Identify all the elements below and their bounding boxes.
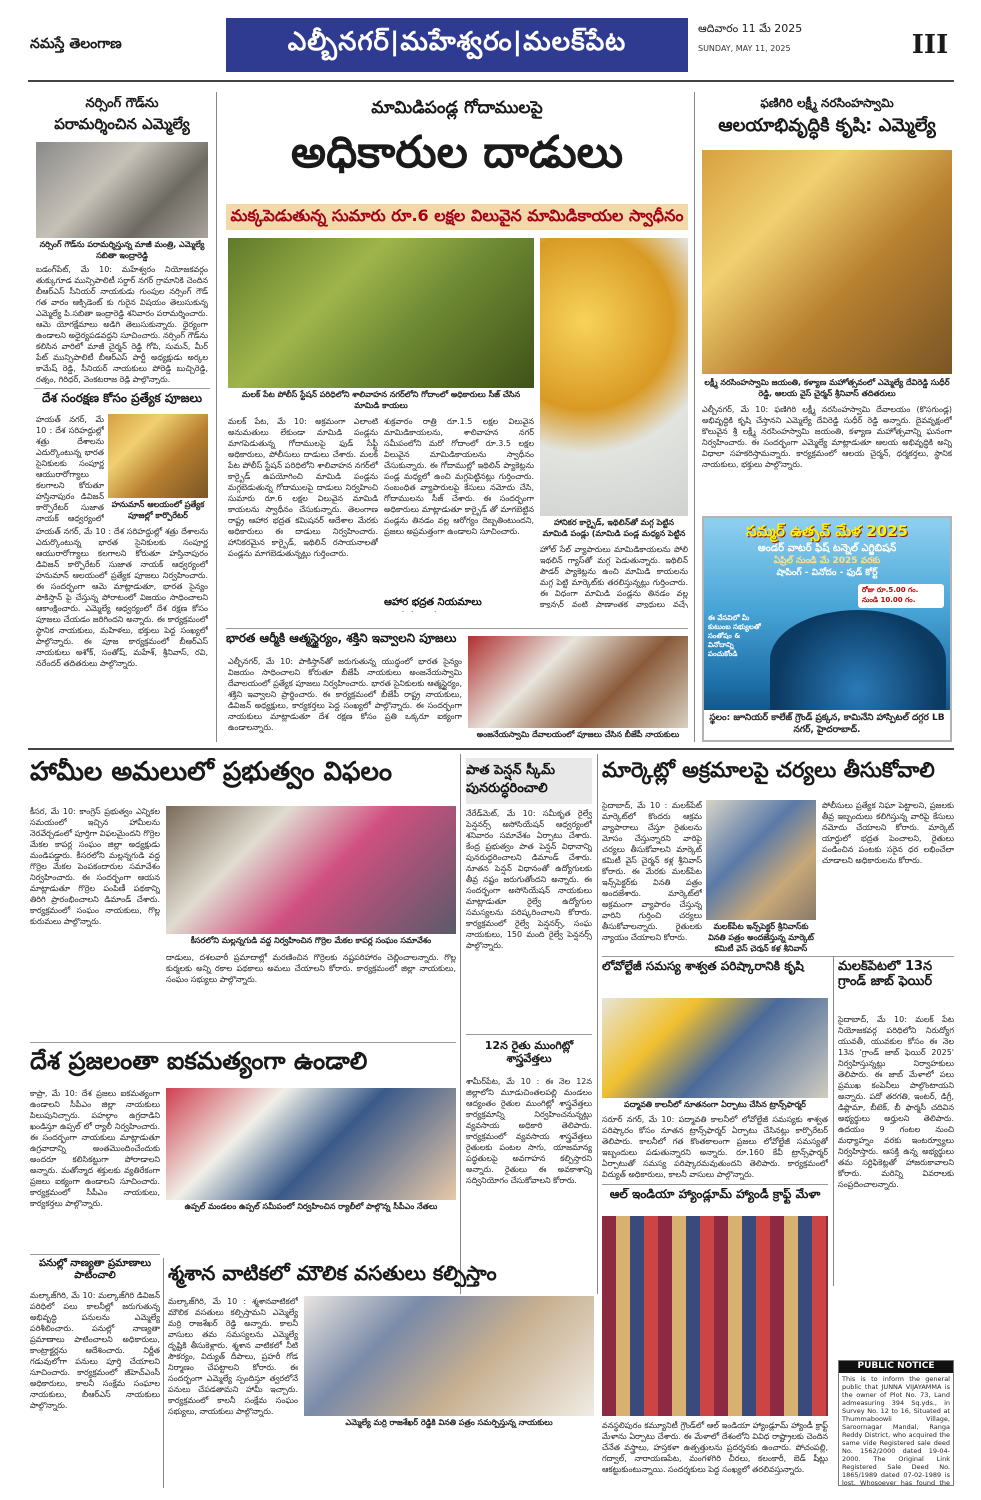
- story-crematorium-body: మల్కాజ్‌గిరి, మే 10 : శ్మశానవాటికలో మౌలిక వసతులు కల్పిస్తామని ఎమ్మెల్యే మర్రి రాజశేఖర్ రెడ్డి అన్నారు. కాలనీ వాసులు తమ సమస్యలను ఎమ్మెల్యే దృష్టికి తీసుకెళ్లారు. శ్మశాన వాటికలో నీటి సౌకర్యం, విద్యుత్ దీపాలు, ప్రహరీ గోడ నిర్మాణం చేపట్టాలని కోరారు. ఈ సందర్భంగా ఎమ్మెల్యే స్పందిస్తూ త్వరలోనే పనులు చేపడతామని హామీ ఇచ్చారు. కార్యక్రమంలో కాలనీ సంక్షేమ సంఘం సభ్యులు, నాయకులు పాల్గొన్నారు.: [168, 1297, 298, 1416]
- header-rule: [28, 80, 954, 82]
- section-rule: [28, 748, 954, 750]
- story-jobs-body: సైదాబాద్, మే 10: మలక్ పేట నియోజకవర్గ పరిధిలోని నిరుద్యోగ యువతీ, యువకుల కోసం ఈ నెల 13న 'గ్రాండ్ జాబ్ ఫెయిర్ 2025' నిర్వహిస్తున్నట్లు నిర్వాహకులు తెలిపారు. ఈ జాబ్ మేళాలో పలు ప్రముఖ కంపెనీలు పాల్గొంటాయని అన్నారు. పదో తరగతి, ఇంటర్, డిగ్రీ, డిప్లొమా, బీటెక్, బీ ఫార్మసీ చదివిన అభ్యర్థులు అర్హులని తెలిపారు. ఉదయం 9 గంటల నుంచి మధ్యాహ్నం వరకు ఇంటర్వ్యూలు నిర్వహిస్తారు. ఆసక్తి ఉన్న అభ్యర్థులు తమ సర్టిఫికెట్లతో హాజరుకావాలని కోరారు. మరిన్ని వివరాలకు సంప్రదించాలన్నారు.: [838, 1015, 954, 1189]
- story-main-headline: అధికారుల దాడులు: [290, 128, 624, 178]
- story-failed-headline: హామీల అమలులో ప్రభుత్వం విఫలం: [30, 758, 393, 787]
- story-voltage-photo: [602, 998, 828, 1098]
- story-pension-headline: పాత పెన్షన్ స్కీమ్ పునరుద్ధరించాలి: [466, 758, 592, 804]
- divider: [602, 1184, 828, 1185]
- story-temple-kicker: ఫణిగిరి లక్ష్మీ నరసింహస్వామి: [760, 96, 894, 110]
- story-standards-body: మల్కాజ్‌గిరి, మే 10: మల్కాజ్‌గిరి డివిజన్ పరిధిలో పలు కాలనీల్లో జరుగుతున్న అభివృద్ధి పనులను ఎమ్మెల్యే పరిశీలించారు. పనుల్లో నాణ్యతా ప్రమాణాలు పాటించాలని అధికారులు, కాంట్రాక్టర్లను ఆదేశించారు. నిర్ణీత గడువులోగా పనులు పూర్తి చేయాలని సూచించారు. కార్యక్రమంలో జీహెచ్ఎంసీ అధికారులు, కాలనీ సంక్షేమ సంఘాల నాయకులు, బీఆర్ఎస్ నాయకులు పాల్గొన్నారు.: [30, 1291, 160, 1410]
- story-temple-body: ఎల్బీనగర్, మే 10: ఫణిగిరి లక్ష్మీ నరసింహస్వామి దేవాలయం (కొసగుండ్ల) అభివృద్ధికి కృషి చేస్తానని ఎమ్మెల్యే దేవిరెడ్డి సుధీర్ రెడ్డి అన్నారు. దైవవృక్షంలో కొలువైన శ్రీ లక్ష్మీ నరసింహస్వామి జయంతి, కళ్యాణ మహోత్సవాన్ని ఘనంగా నిర్వహించారు. ఈ సందర్భంగా ఎమ్మెల్యే మాట్లాడుతూ ఆలయ అభివృద్ధికి అన్ని విధాలా సహకరిస్తామన్నారు. కార్యక్రమంలో ఆలయ చైర్మన్, ధర్మకర్తలు, స్థానిక నాయకులు, భక్తులు పాల్గొన్నారు.: [702, 405, 952, 469]
- story-pension-body: నేరేడ్‌మెట్, మే 10: సమీకృత రైల్వే పెన్షనర్స్ అసోసియేషన్ ఆధ్వర్యంలో శనివారం సమావేశం ఏర్పాటు చేశారు. కేంద్ర ప్రభుత్వం పాత పెన్షన్ విధానాన్ని పునరుద్ధరించాలని డిమాండ్ చేశారు. నూతన పెన్షన్ విధానంతో ఉద్యోగులకు తీవ్ర నష్టం జరుగుతోందని అన్నారు. ఈ సందర్భంగా అసోసియేషన్ నాయకులు మాట్లాడుతూ రైల్వే ఉద్యోగుల సమస్యలను పరిష్కరించాలని కోరారు. కార్యక్రమంలో రైల్వే పెన్షనర్స్, సంఘ నాయకులు, 150 మంది రైల్వే పెన్షనర్స్ పాల్గొన్నారు.: [466, 809, 592, 950]
- story-left2-headline: దేశ సంరక్షణ కోసం ప్రత్యేక పూజలు: [41, 392, 203, 405]
- story-main-body1: మలక్ పేట, మే 10: అక్రమంగా ఎలాంటి అనుమతులు లేకుండా మామిడి పండ్లను మాగపెడుతున్న గోదాములపై ఫుడ్ సేఫ్టీ అధికారులు, పోలీసులు దాడులు చేశారు. మలక్ పేట పోలీస్ స్టేషన్ పరిధిలోని శాలివాహన నగర్‌లో కార్బైడ్ ఉపయోగించి మామిడి పండ్లను మగ్గబెడుతున్న గోదాములపై దాడులు నిర్వహించి సుమారు రూ.6 లక్షల విలువైన మామిడి కాయలను స్వాధీనం చేసుకున్నారు. తెలంగాణ రాష్ట్ర ఆహార భద్రత కమిషనర్ ఆదేశాల మేరకు అధికారులు ఈ దాడులు నిర్వహించారు. హానికరమైన కార్బైడ్, ఇథిలిన్ రసాయనాలతో పండ్లను మాగబెడుతున్నట్లు గుర్తించారు.: [228, 417, 378, 558]
- story-main-body3: హోల్ సేల్ వ్యాపారులు మామిడికాయలను పోలి ఇథలిన్ గ్యాస్‌తో మగ్గ పెడుతున్నారు. ఇథిలిన్ పౌడర్ ప్యాకెట్లను ఉంచి మామిడి కాయలను మగ్గ పెట్టి మార్కెట్‌కు తరలిస్తున్నట్లు గుర్తించారు. ఈ విధంగా మామిడి పండ్లను తినడం వల్ల క్యాన్సర్ వంటి ప్రాణాంతక వ్యాధులు వచ్చే: [540, 545, 688, 608]
- story-market-caption: మలక్‌పేట ఇన్స్‌పెక్టర్ శ్రీనివాస్‌కు వినతి పత్రం అందజేస్తున్న మార్కెట్ కమిటీ వైస్ చైర్మన్ కళ్ల శ్రీనివాస్: [708, 922, 814, 952]
- story-temple-caption: లక్ష్మీ నరసింహస్వామి జయంతి, కళ్యాణ మహోత్సవంలో ఎమ్మెల్యే దేవిరెడ్డి సుధీర్ రెడ్డి, ఆలయ వైస్ చైర్మన్ శ్రీనివాస్ తదితరులు: [704, 378, 950, 398]
- story-market-body2: పోలీసులు ప్రత్యేక నిఘా పెట్టాలని, ప్రజలకు తీవ్ర ఇబ్బందులు కలిగిస్తున్న వారిపై కేసులు నమోదు చేయాలని కోరారు. మార్కెట్ యార్డులో భద్రత పెంచాలని, రైతులు పండించిన పంటకు సరైన ధర లభించేలా చూడాలని అధికారులను కోరారు.: [822, 801, 954, 865]
- story-handloom-body: వనస్థలిపురం కమ్యూనిటీ గ్రౌండ్‌లో ఆల్ ఇండియా హ్యాండ్లూమ్ హ్యాండీ క్రాఫ్ట్ మేళాను ఏర్పాటు చేశారు. ఈ మేళాలో దేశంలోని వివిధ రాష్ట్రాలకు చెందిన చేనేత వస్త్రాలు, హస్తకళా ఉత్పత్తులను ప్రదర్శనకు ఉంచారు. పోచంపల్లి, గద్వాల్, నారాయణపేట, మంగళగిరి చీరలు, కలంకారీ, బెడ్ షీట్లు ఆకట్టుకుంటున్నాయి. సందర్శకులు పెద్ద సంఖ్యలో తరలివస్తున్నారు.: [602, 1421, 828, 1474]
- date-english: SUNDAY, MAY 11, 2025: [698, 44, 791, 53]
- column-rule: [597, 754, 598, 1294]
- divider: [30, 1254, 160, 1255]
- story-temple-photo: [702, 150, 952, 374]
- story-main-deck: మక్కపెడుతున్న సుమారు రూ.6 లక్షల విలువైన మామిడికాయల స్వాధీనం: [226, 204, 688, 230]
- story-main-subhead: ఆహార భద్రత నియమాలు: [384, 597, 482, 608]
- story-market-photo: [706, 800, 816, 920]
- story-failed-caption: కీసరలోని మల్లన్నగుడి వద్ద నిర్వహించిన గొర్రెల మేకల కాపర్ల సంఘం సమావేశం: [190, 936, 432, 945]
- story-main-caption2: హానికర కార్బైడ్, ఇథిలిన్‌తో మగ్గ పెట్టిన మామిడి పండ్లు (మామిడి పండ్ల మధ్యన పెట్టిన: [542, 518, 686, 538]
- summer-mela-advert[interactable]: [702, 516, 952, 742]
- story-voltage-headline: లోవోల్టేజీ సమస్య శాశ్వత పరిష్కారానికి కృషి: [602, 960, 804, 973]
- story-army-caption: అంజనేయస్వామి దేవాలయంలో పూజలు చేసిన బీజేపీ నాయకులు: [476, 730, 680, 739]
- story-main-kicker: మామిడిపండ్ల గోదాములపై: [371, 98, 543, 118]
- advert-side-note: ఈ వేసవిలో మీ కుటుంబ సభ్యులతో సంతోషం & వినోదాన్ని పంచుకోండి: [708, 614, 761, 658]
- advert-price-line2: నుండి 10.00 గం.: [862, 596, 916, 604]
- fish-tunnel-graphic: [770, 610, 946, 710]
- divider: [602, 956, 954, 957]
- story-failed-body2: దాడులు, దశలవారీ ప్రమాదాల్లో మరణించిన గొర్రెలకు నష్టపరిహారం చెల్లించాలన్నారు. గొల్ల కుర్మలకు అన్ని రకాల పథకాలు అమలు చేయాలని కోరారు. కార్యక్రమంలో జిల్లా నాయకులు, సంఘం సభ్యులు పాల్గొన్నారు.: [166, 953, 456, 984]
- story-failed-body: కీసర, మే 10: కాంగ్రెస్ ప్రభుత్వం ఎన్నికల సమయంలో ఇచ్చిన హామీలను నెరవేర్చడంలో పూర్తిగా విఫలమైందని గొర్రెల మేకల కాపర్ల సంఘం జిల్లా అధ్యక్షుడు మండిపడ్డారు. కీసరలోని మల్లన్నగుడి వద్ద గొర్రెల మేకల పెంపకందారుల సమావేశం నిర్వహించారు. ఈ సందర్భంగా ఆయన మాట్లాడుతూ గొర్రెల పంపిణీ పథకాన్ని తిరిగి ప్రారంభించాలని డిమాండ్ చేశారు. కార్యక్రమంలో సంఘం నాయకులు, గొల్ల కురుమలు పాల్గొన్నారు.: [30, 807, 160, 926]
- story-jobs-headline: మలక్‌పేటలో 13న గ్రాండ్ జాబ్ ఫెయిర్: [838, 960, 933, 989]
- story-left2-caption: హనుమాన్ ఆలయంలో ప్రత్యేక పూజల్లో కార్పొరేటర్: [111, 500, 205, 520]
- story-left2-photo: [108, 414, 208, 498]
- divider: [34, 388, 210, 389]
- story-main-photo-godown: [228, 238, 534, 388]
- story-left2-body: హయత్ నగర్, మే 10 : దేశ సరిహద్దుల్లో శత్రు దేశాలను ఎదుర్కొంటున్న భారత సైనికులకు సంపూర్ణ ఆయురారోగ్యాలు కలగాలని కోరుతూ హస్తినాపురం డివిజన్ కార్పొరేటర్ సుజాత నాయక్ ఆధ్వర్యంలో హనుమాన్ ఆలయంలో ప్రత్యేక పూజలు నిర్వహించారు. ఈ సందర్భంగా ఆమె మాట్లాడుతూ, భారత సైన్యం పాకిస్తాన్ పై చేస్తున్న పోరాటంలో విజయం సాధించాలని ఆకాంక్షించారు. ఎమ్మెల్యే ఆధ్వర్యంలో దేశ రక్షణ కోసం పూజలు చేయడం జరిగిందని అన్నారు. ఈ కార్యక్రమంలో స్థానిక నాయకులు, మహిళలు, భక్తులు పెద్ద సంఖ్యలో పాల్గొన్నారు. ఈ పూజ కార్యక్రమంలో బీఆర్ఎస్ నాయకులు అశోక్, సంతోష్, మహేశ్, శ్రీనివాస్, రవి, నరేందర్ తదితరులు పాల్గొన్నారు.: [36, 527, 208, 668]
- story-army-headline: భారత ఆర్మీకి ఆత్మస్థైర్యం, శక్తిని ఇవ్వాలని పూజలు: [226, 632, 457, 645]
- column-rule: [460, 754, 461, 1294]
- advert-features: షాపింగ్ - వినోదం - ఫుడ్ కోర్ట్: [776, 568, 878, 578]
- advert-title: సమ్మర్ ఉత్సవ్ మేళ 2025: [746, 522, 908, 540]
- story-army-photo: [468, 636, 688, 728]
- advert-venue: స్థలం: జూనియర్ కాలేజ్ గ్రౌండ్ ప్రక్కన, కామినేని హాస్పిటల్ దగ్గర LB నగర్, హైదరాబాద్.: [704, 710, 950, 740]
- story-crematorium-caption: ఎమ్మెల్యే మర్రి రాజశేఖర్ రెడ్డికి వినతి పత్రం సమర్పిస్తున్న నాయకులు: [345, 1418, 553, 1427]
- story-unity-caption: ఉప్పల్ మండలం ఉప్పల్ సమీపంలో నిర్వహించిన ర్యాలీలో పాల్గొన్న సీపీఎం నేతలు: [184, 1202, 438, 1211]
- story-main-body2: శుక్రవారం రాత్రి రూ.1.5 లక్షల విలువైన మామిడికాయలను, శాలివాహన నగర్ సమీపంలోని మరో గోదాంలో రూ.3.5 లక్షల విలువైన మామిడికాయలను స్వాధీనం చేసుకున్నారు. ఈ గోదాముల్లో ఇథిలిన్ ప్యాకెట్లను పండ్ల మధ్యలో ఉంచి మగ్గపెట్టినట్లు గుర్తించారు. సంబంధిత వ్యాపారులపై కేసులు నమోదు చేసి, గోదాములను సీజ్ చేశారు. ఈ సందర్భంగా అధికారులు మాట్లాడుతూ కార్బైడ్ తో మాగబెట్టిన పండ్లను తినడం వల్ల ఆరోగ్యం దెబ్బతింటుందని, ప్రజలు అప్రమత్తంగా ఉండాలని సూచించారు.: [384, 417, 534, 536]
- story-left1-caption: నర్సింగ్ గౌడ్‌ను పరామర్శిస్తున్న మాజీ మంత్రి, ఎమ్మెల్యే సబితా ఇంద్రారెడ్డి: [39, 240, 205, 260]
- column-rule: [833, 956, 834, 1286]
- newspaper-name: నమస్తే తెలంగాణ: [30, 35, 122, 52]
- story-unity-body: కాప్రా, మే 10: దేశ ప్రజలు ఐకమత్యంగా ఉండాలని సీపీఎం జిల్లా నాయకులు పిలుపునిచ్చారు. పహల్గాం ఉగ్రదాడిని ఖండిస్తూ ఉప్పల్ లో ర్యాలీ నిర్వహించారు. ఈ సందర్భంగా నాయకులు మాట్లాడుతూ ఉగ్రవాదాన్ని అంతమొందించేందుకు అందరూ కలిసికట్టుగా పోరాడాలని అన్నారు. మతోన్మాద శక్తులకు వ్యతిరేకంగా ప్రజలు ఐక్యంగా ఉండాలని సూచించారు. కార్యక్రమంలో సీపీఎం నాయకులు, కార్యకర్తలు పాల్గొన్నారు.: [30, 1089, 160, 1208]
- story-unity-photo: [166, 1088, 456, 1200]
- public-notice-title: PUBLIC NOTICE: [839, 1361, 953, 1373]
- story-market-body: సైదాబాద్, మే 10 : మలక్‌పేట్ మార్కెట్‌లో కొందరు ఆక్రమ వ్యాపారాలు చేస్తూ రైతులను మోసం చేస్తున్నారని వారిపై చర్యలు తీసుకోవాలని మార్కెట్ కమిటీ వైస్ చైర్మన్ కళ్ల శ్రీనివాస్ కోరారు. ఈ మేరకు మలక్‌పేట ఇన్స్‌పెక్టర్‌కు వినతి పత్రం అందజేశారు. మార్కెట్‌లో అక్రమంగా వ్యాపారం చేస్తున్న వారిని గుర్తించి చర్యలు తీసుకోవాలన్నారు. రైతులకు న్యాయం చేయాలని కోరారు.: [602, 801, 702, 942]
- advert-price-line1: రోజు రూ.5.00 గం.: [862, 586, 919, 594]
- public-notice-box: [838, 1360, 954, 1486]
- story-crematorium-photo: [304, 1296, 594, 1416]
- story-left1-photo: [36, 142, 208, 238]
- story-handloom-headline: ఆల్ ఇండియా హ్యాండ్లూమ్ హ్యాండీ క్రాఫ్ట్ మేళా: [609, 1188, 821, 1201]
- divider: [226, 628, 688, 629]
- story-main-caption1: మలక్ పేట పోలీస్ స్టేషన్ పరిధిలోని శాలివాహన నగర్‌లోని గోదాంలో అధికారులు సీజ్ చేసిన మామిడి కాయలు: [241, 390, 521, 410]
- story-failed-photo: [166, 806, 456, 934]
- story-main-photo-mangoes: [540, 238, 688, 516]
- story-left1-headline: పరామర్శించిన ఎమ్మెల్యే: [54, 116, 190, 133]
- story-left1-kicker: నర్సింగ్ గౌడ్‌ను: [85, 96, 159, 111]
- advert-dates: ఏప్రిల్ నుండి మే 2025 వరకు: [773, 556, 881, 566]
- date-telugu: ఆదివారం 11 మే 2025: [698, 22, 803, 35]
- divider: [466, 1034, 592, 1035]
- column-rule: [163, 1258, 164, 1488]
- advert-price: [858, 584, 944, 608]
- story-temple-headline: ఆలయాభివృద్ధికి కృషి: ఎమ్మెల్యే: [718, 116, 936, 136]
- page-number: III: [911, 30, 949, 60]
- story-voltage-body: సరూర్ నగర్, మే 10: పద్మావతి కాలనీలో లోవోల్టేజీ సమస్యకు శాశ్వత పరిష్కారం కోసం నూతన ట్రాన్స్‌ఫార్మర్ ఏర్పాటు చేసినట్లు కార్పొరేటర్ తెలిపారు. కాలనీలో గత కొంతకాలంగా ప్రజలు లోవోల్టేజీ సమస్యతో ఇబ్బందులు పడుతున్నారని అన్నారు. రూ.160 కేవీ ట్రాన్స్‌ఫార్మర్ ఏర్పాటుతో సమస్య పరిష్కారమవుతుందని తెలిపారు. కార్యక్రమంలో విద్యుత్ అధికారులు, కాలనీ వాసులు పాల్గొన్నారు.: [602, 1115, 828, 1179]
- story-farmers-body: శామీర్‌పేట, మే 10 : ఈ నెల 12న జిల్లాలోని మూడుచింతలపల్లి మండలం ఆద్యంతం రైతుల ముంగిట్లో శాస్త్రవేత్తలు కార్యక్రమాన్ని నిర్వహించనున్నట్లు వ్యవసాయ అధికారి తెలిపారు. కార్యక్రమంలో వ్యవసాయ శాస్త్రవేత్తలు రైతులకు పంటల సాగు, యాజమాన్య పద్ధతులపై అవగాహన కల్పిస్తారని అన్నారు. రైతులు ఈ అవకాశాన్ని సద్వినియోగం చేసుకోవాలని కోరారు.: [466, 1077, 592, 1185]
- story-crematorium-headline: శ్మశాన వాటికలో మౌలిక వసతులు కల్పిస్తాం: [168, 1262, 497, 1285]
- story-voltage-caption: పద్మావతి కాలనీలో నూతనంగా ఏర్పాటు చేసిన ట్రాన్స్‌ఫార్మర్: [624, 1100, 806, 1109]
- advert-subtitle: అండర్ వాటర్ ఫిష్ టన్నెల్ ఎగ్జిబిషన్: [757, 543, 897, 554]
- story-standards-headline: పనుల్లో నాణ్యతా ప్రమాణాలు పాటించాలి: [38, 1258, 152, 1281]
- story-handloom-photo: [602, 1216, 828, 1416]
- story-market-headline: మార్కెట్లో అక్రమాలపై చర్యలు తీసుకోవాలి: [602, 758, 935, 782]
- column-rule: [216, 92, 217, 742]
- story-left2-body-top: హయత్ నగర్, మే 10 : దేశ సరిహద్దుల్లో శత్రు దేశాలను ఎదుర్కొంటున్న భారత సైనికులకు సంపూర్ణ ఆయురారోగ్యాలు కలగాలని కోరుతూ హస్తినాపురం డివిజన్ కార్పొరేటర్ సుజాత నాయక్ ఆధ్వర్యంలో: [36, 415, 104, 523]
- story-farmers-headline: 12న రైతు ముంగిట్లో శాస్త్రవేత్తలు: [484, 1040, 574, 1065]
- story-army-body: ఎల్బీనగర్, మే 10: పాకిస్తాన్‌తో జరుగుతున్న యుద్ధంలో భారత సైన్యం విజయం సాధించాలని కోరుతూ బీజేపీ నాయకులు అంజనేయస్వామి దేవాలయంలో ప్రత్యేక పూజలు నిర్వహించారు. భారత సైనికులకు ఆత్మస్థైర్యం, శక్తిని ఇవ్వాలని ప్రార్థించారు. ఈ కార్యక్రమంలో బీజేపీ రాష్ట్ర నాయకులు, డివిజన్ అధ్యక్షులు, కార్యకర్తలు పెద్ద సంఖ్యలో పాల్గొన్నారు. ఈ సందర్భంగా నాయకులు మాట్లాడుతూ దేశ రక్షణ కోసం ప్రతి ఒక్కరూ ఐక్యంగా ఉండాలన్నారు.: [228, 657, 462, 732]
- divider: [30, 1042, 456, 1043]
- story-left1-body: బడంగ్‌పేట్, మే 10: మహేశ్వరం నియోజకవర్గం తుక్కుగూడ మున్సిపాలిటీ సర్దార్ నగర్ గ్రామానికి చెందిన బీఆర్ఎస్ సీనియర్ నాయకుడు గుంపుల నర్సింగ్ గౌడ్ గత వారం ఆక్సిడెంట్ కు గురైన విషయం తెలుసుకున్న ఎమ్మెల్యే పి.సబితా ఇంద్రారెడ్డి శనివారం పరామర్శించారు. ఆమె యోగక్షేమాలు అడిగి తెలుసుకున్నారు. ధైర్యంగా ఉండాలని అధైర్యపడవద్దని సూచించారు. నర్సింగ్ గౌడ్‌ను కలిసిన వారిలో మాజీ చైర్మన్ రెడ్డి గోపి, సుమన్, మీర్ పేట్ మున్సిపాలిటీ బీఆర్ఎస్ పార్టీ అధ్యక్షుడు అర్కల కామేష్ రెడ్డి, సీనియర్ నాయకులు పోరెడ్డి బుచ్చిరెడ్డి, రత్నం, గిరిధర్, వెంకటరాజ రెడ్డి పాల్గొన్నారు.: [36, 265, 208, 384]
- public-notice-body: This is to inform the general public that JUNNA VIJAYAMMA is the owner of Plot No. 73, Land admeasuring 394 Sq.yds., in Survey No. 12 to 16, Situated at Thummaboowli Village, Saroornagar Mandal, Ranga Reddy District, who acquired the same vide Registered sale deed No. 1562/2000 dated 19-04-2000. The Original Link Registered Sale Deed No. 1865/1989 dated 07-02-1989 is lost. Whosoever has found the: [842, 1375, 950, 1485]
- column-rule: [694, 92, 695, 742]
- story-unity-headline: దేశ ప్రజలంతా ఐకమత్యంగా ఉండాలి: [30, 1048, 368, 1075]
- edition-masthead: ఎల్బీనగర్|మహేశ్వరం|మలక్‌పేట: [226, 18, 688, 72]
